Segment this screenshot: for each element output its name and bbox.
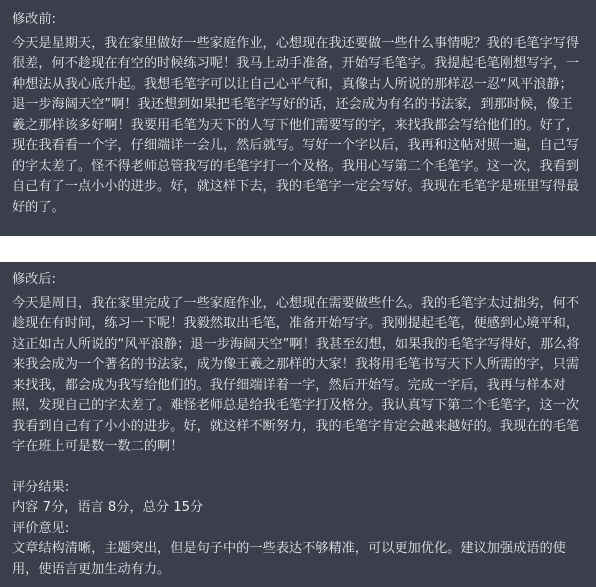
original-essay-panel (0, 0, 596, 236)
comment-text: 文章结构清晰，主题突出，但是句子中的一些表达不够精准，可以更加优化。建议加强成语的使用，使语言更加生动有力。 (12, 541, 566, 577)
original-heading: 修改前: (12, 12, 57, 27)
section-spacer (12, 458, 582, 478)
score-detail: 内容 7分，语言 8分，总分 15分 (12, 500, 204, 515)
comment-title: 评价意见: (12, 520, 70, 536)
revised-paragraph: 今天是周日，我在家里完成了一些家庭作业，心想现在需要做些什么。我的毛笔字太过拙劣，何不趁现在有时间，练习一下呢！我毅然取出毛笔，准备开始写字。我刚提起毛笔，便感到心境平和，这正如古人所说的“风平浪静；退一步海阔天空”啊！我甚至幻想，如果我的毛笔字写得好，那么将来我会成为一个著名的书法家，成为像王羲之那样的大家！我将用毛笔书写天下人所需的字，只需来找我，都会成为我写给他们的。我仔细端详着一字，然后开始写。完成一字后，我再与样本对照，发现自己的字太差了。难怪老师总是给我毛笔字打及格分。我认真写下第二个毛笔字，这一次我看到自己有了小小的进步。好，就这样不断努力，我的毛笔字肯定会越来越好的。我现在的毛笔字在班上可是数一数二的啊！ (12, 295, 580, 454)
revised-essay-panel (0, 262, 596, 587)
revised-heading: 修改后: (12, 272, 57, 287)
original-paragraph: 今天是星期天，我在家里做好一些家庭作业，心想现在我还要做一些什么事情呢？我的毛笔字写得很差，何不趁现在有空的时候练习呢！我马上动手准备，开始写毛笔字。我提起毛笔刚想写字，一种想法从我心底升起。我想毛笔字可以让自己心平气和，真像古人所说的那样忍一忍“风平浪静；退一步海阔天空”啊！我还想到如果把毛笔字写好的话，还会成为有名的书法家，到那时候，像王羲之那样该多好啊！我要用毛笔为天下的人写下他们需要写的字，来找我都会写给他们的。好了，现在我看看一个字，仔细端详一会儿，然后就写。写好一个字以后，我再和这帖对照一遍，自己写的字太差了。怪不得老师总管我写的毛笔字打一个及格。我用心写第二个毛笔字。这一次，我看到自己有了一点小小的进步。好，就这样下去，我的毛笔字一定会写好。我现在毛笔字是班里写得最好的了。 (12, 35, 580, 215)
score-title: 评分结果: (12, 479, 70, 495)
